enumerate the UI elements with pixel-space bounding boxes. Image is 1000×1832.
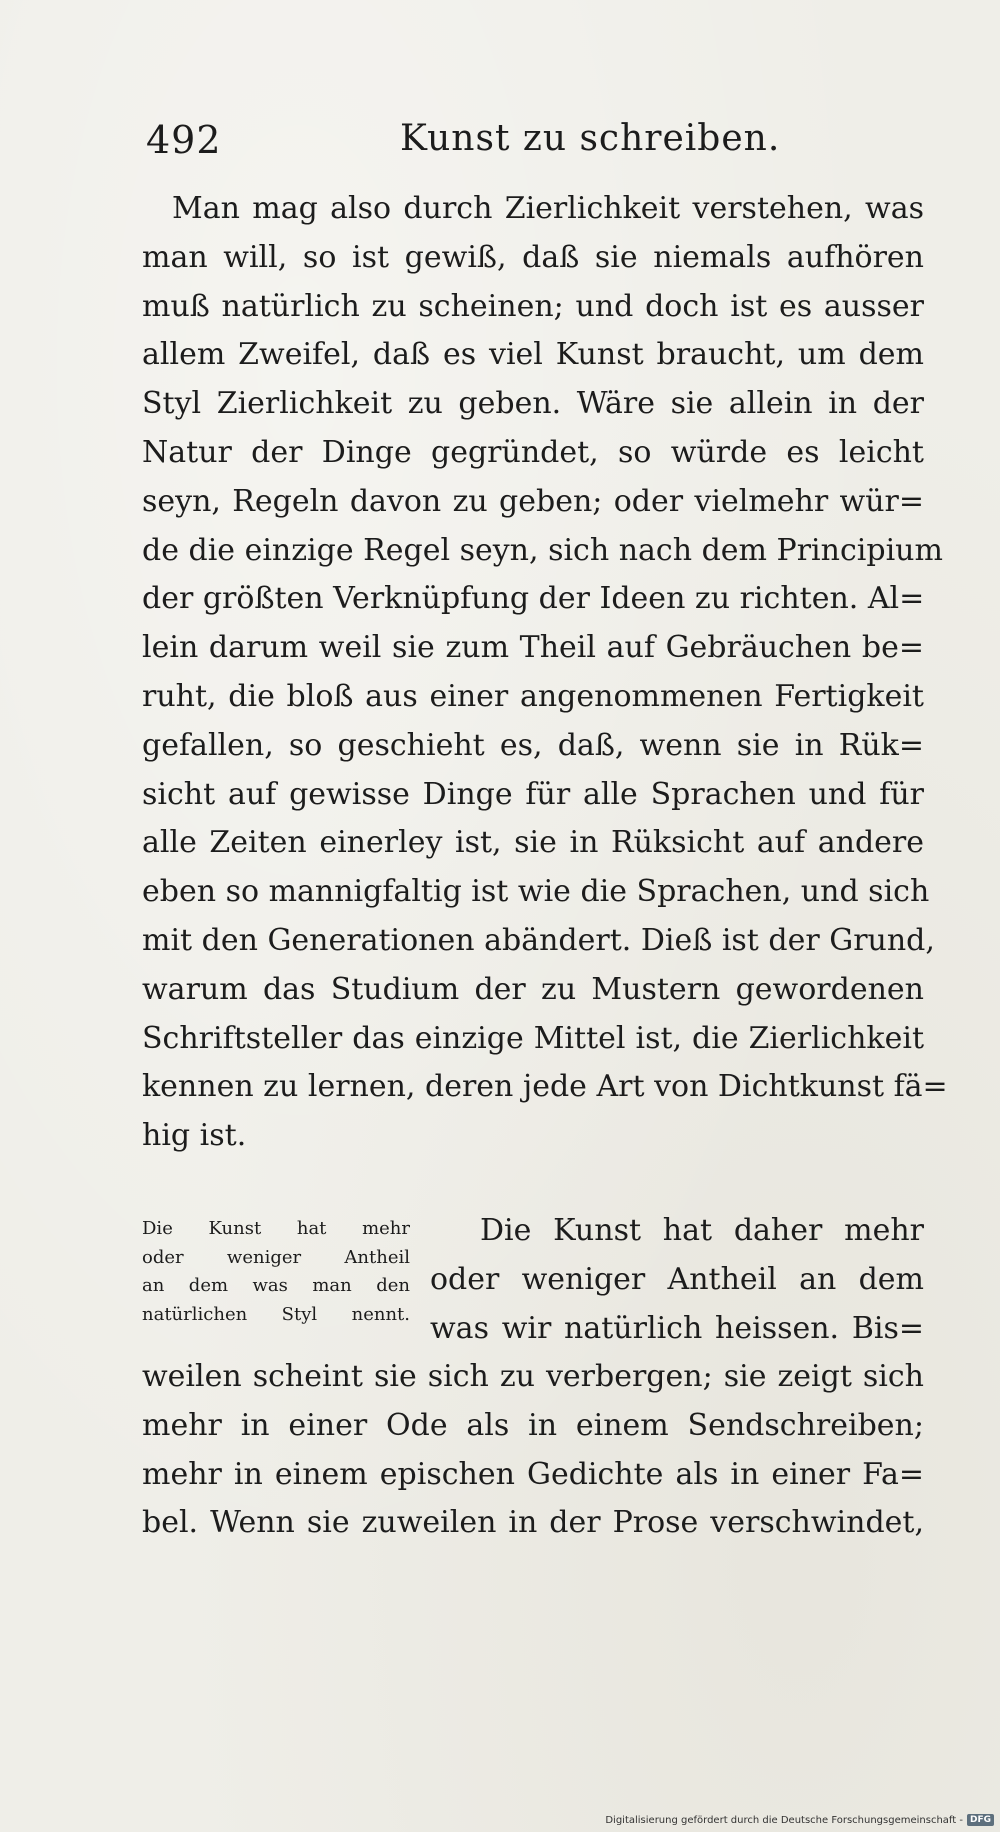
text-line: Schriftsteller das einzige Mittel ist, die Zierlichkeit xyxy=(142,1020,924,1056)
marginal-note-line: oder weniger Antheil xyxy=(142,1246,410,1268)
running-title: Kunst zu schreiben. xyxy=(400,118,781,159)
text-line: seyn, Regeln davon zu geben; oder vielmehr wür= xyxy=(142,483,924,519)
text-line: eben so mannigfaltig ist wie die Sprachen, und sich xyxy=(142,874,930,910)
text-line: was wir natürlich heissen. Bis= xyxy=(430,1310,924,1346)
marginal-note-line: natürlichen Styl nennt. xyxy=(142,1303,410,1325)
text-line: lein darum weil sie zum Theil auf Gebräuchen be= xyxy=(142,630,924,666)
dfg-logo: DFG xyxy=(967,1814,994,1826)
text-line: mehr in einer Ode als in einem Sendschreiben; xyxy=(142,1407,924,1443)
text-line: mit den Generationen abändert. Dieß ist der Grund, xyxy=(142,922,935,958)
text-line: Man mag also durch Zierlichkeit verstehen, was xyxy=(172,191,924,226)
text-line: Die Kunst hat daher mehr xyxy=(480,1213,924,1248)
text-line: oder weniger Antheil an dem xyxy=(430,1261,924,1297)
page-header xyxy=(0,118,1000,168)
text-line: gefallen, so geschieht es, daß, wenn sie in Rük= xyxy=(142,727,924,763)
text-line: Natur der Dinge gegründet, so würde es leicht xyxy=(142,434,924,470)
page-number: 492 xyxy=(146,118,222,162)
text-line: mehr in einem epischen Gedichte als in einer Fa= xyxy=(142,1456,924,1492)
text-line: weilen scheint sie sich zu verbergen; sie zeigt sich xyxy=(142,1359,924,1394)
marginal-note-line: an dem was man den xyxy=(142,1275,410,1296)
text-line: kennen zu lernen, deren jede Art von Dichtkunst fä= xyxy=(142,1069,948,1105)
digitization-credit xyxy=(605,1814,994,1826)
text-line: sicht auf gewisse Dinge für alle Sprachen und für xyxy=(142,776,924,812)
credit-text: Digitalisierung gefördert durch die Deutsche Forschungsgemeinschaft - xyxy=(605,1814,963,1826)
text-line: allem Zweifel, daß es viel Kunst braucht, um dem xyxy=(142,337,924,373)
marginal-note-line: Die Kunst hat mehr xyxy=(142,1218,410,1239)
second-paragraph-start xyxy=(430,1207,924,1353)
second-paragraph-continued xyxy=(142,1353,924,1548)
text-line: warum das Studium der zu Mustern gewordenen xyxy=(142,971,924,1007)
marginal-note xyxy=(142,1215,410,1329)
text-line: alle Zeiten einerley ist, sie in Rüksicht auf andere xyxy=(142,825,924,861)
text-line: bel. Wenn sie zuweilen in der Prose verschwindet, xyxy=(142,1505,924,1541)
text-line: de die einzige Regel seyn, sich nach dem Principium xyxy=(142,532,943,568)
text-line: muß natürlich zu scheinen; und doch ist es ausser xyxy=(142,288,924,324)
main-paragraph xyxy=(142,185,948,1161)
text-line: man will, so ist gewiß, daß sie niemals aufhören xyxy=(142,239,924,275)
text-line: hig ist. xyxy=(142,1118,247,1154)
text-line: ruht, die bloß aus einer angenommenen Fertigkeit xyxy=(142,678,924,714)
text-line: der größten Verknüpfung der Ideen zu richten. Al= xyxy=(142,581,925,617)
text-line: Styl Zierlichkeit zu geben. Wäre sie allein in der xyxy=(142,386,924,422)
